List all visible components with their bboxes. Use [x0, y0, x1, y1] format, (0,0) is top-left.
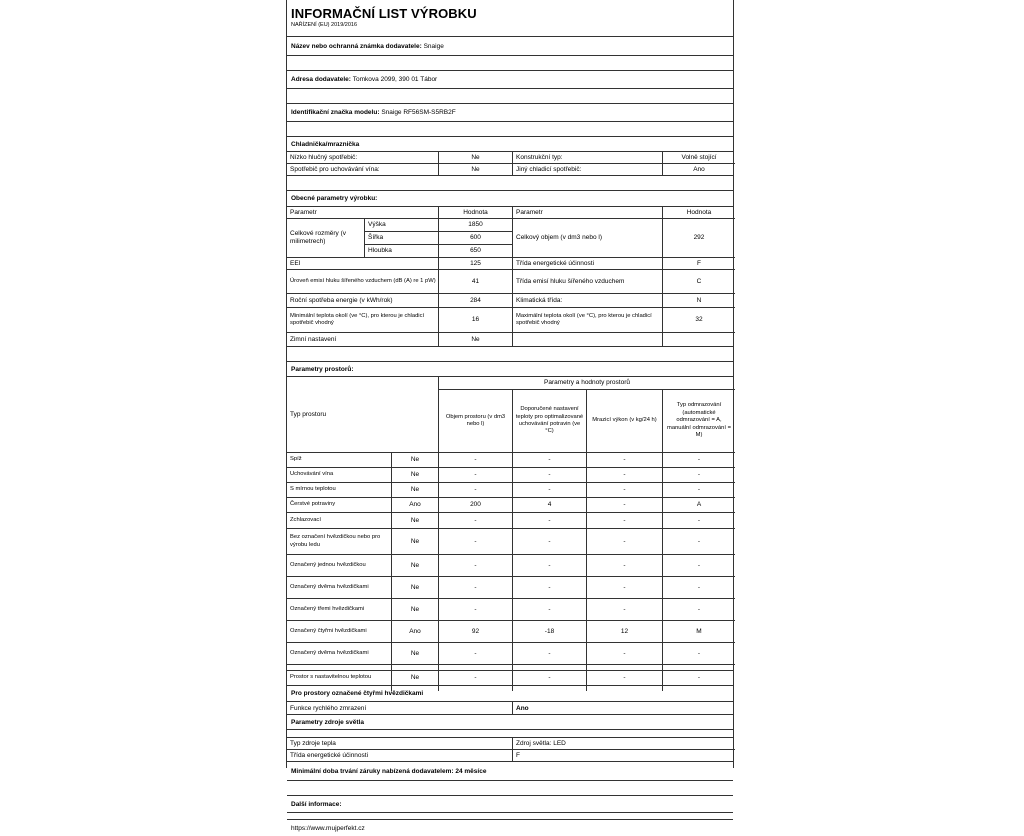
compartment-freezing-capacity: 12: [587, 621, 663, 643]
climate-class-value: N: [663, 294, 735, 308]
min-ambient-temp-label: Minimální teplota okolí (ve °C), pro kterou je chladicí spotřebič vhodný: [287, 308, 439, 333]
energy-class-label: Třída energetické účinnosti: [513, 258, 663, 270]
compartment-volume: 200: [439, 498, 513, 513]
compartment-name: Označený dvěma hvězdičkami: [287, 577, 392, 599]
compartment-name: S mírnou teplotou: [287, 483, 392, 498]
annual-energy-label: Roční spotřeba energie (v kWh/rok): [287, 294, 439, 308]
winter-setting-value: Ne: [439, 333, 513, 347]
compartment-temp: -: [513, 665, 587, 691]
fridge-section-heading: Chladnička/mraznička: [287, 137, 733, 152]
compartment-present: Ne: [392, 513, 439, 529]
spacer-row: [287, 730, 733, 738]
warranty-label: Minimální doba trvání záruky nabízená dodavatelem:: [291, 767, 454, 775]
value-column-header: Hodnota: [439, 207, 513, 219]
other-appliance-value: Ano: [693, 166, 705, 173]
spacer-row: [287, 176, 733, 191]
fast-freeze-row: [287, 702, 733, 715]
width-label: Šířka: [365, 232, 439, 245]
model-identifier-value: Snaige RF56SM-S5RB2F: [381, 109, 456, 116]
recommended-temp-header: Doporučené nastavení teploty pro optimalizované uchovávání potravin (ve °C): [513, 390, 587, 453]
compartment-temp: -: [513, 529, 587, 555]
compartment-volume: -: [439, 665, 513, 691]
spacer-row: [287, 813, 733, 820]
compartment-present: Ne: [392, 468, 439, 483]
compartment-present: Ne: [392, 453, 439, 468]
light-type-label: Typ zdroje tepla: [287, 738, 513, 750]
depth-value: 650: [439, 245, 513, 258]
width-value: 600: [439, 232, 513, 245]
compartment-temp: -: [513, 513, 587, 529]
light-type-value: Zdroj světla: LED: [513, 738, 735, 750]
spacer-row: [287, 56, 733, 71]
compartment-defrost-type: -: [697, 674, 701, 681]
compartment-freezing-capacity: -: [587, 453, 663, 468]
compartment-parameters-table: [287, 377, 733, 681]
compartment-temp: -: [513, 599, 587, 621]
eei-label: EEI: [287, 258, 439, 270]
winter-setting-label: Zimní nastavení: [287, 333, 439, 347]
height-value: 1850: [439, 219, 513, 232]
depth-label: Hloubka: [365, 245, 439, 258]
compartment-volume: -: [439, 643, 513, 665]
defrost-type-header: Typ odmrazování (automatické odmrazování = A, manuální odmrazování = M): [663, 390, 735, 453]
compartment-type-header: Typ prostoru: [287, 377, 439, 453]
low-noise-label: Nízko hlučný spotřebič:: [287, 152, 439, 164]
compartment-defrost-type: -: [663, 599, 735, 621]
compartment-temp: -18: [513, 621, 587, 643]
compartment-parameters-heading: Parametry prostorů:: [287, 362, 733, 377]
compartment-present: Ano: [392, 498, 439, 513]
compartment-freezing-capacity: -: [587, 643, 663, 665]
compartment-defrost-type: A: [663, 498, 735, 513]
compartment-freezing-capacity: -: [587, 599, 663, 621]
compartment-temp: 4: [513, 498, 587, 513]
eei-value: 125: [439, 258, 513, 270]
annual-energy-value: 284: [439, 294, 513, 308]
compartment-volume: -: [439, 555, 513, 577]
spacer-row: [287, 347, 733, 362]
compartment-defrost-type: -: [663, 577, 735, 599]
param-column-header: Parametr: [513, 207, 663, 219]
design-type-value: Volně stojící: [663, 152, 735, 164]
compartment-defrost-type: -: [663, 555, 735, 577]
supplier-address-value: Tomkova 2099, 390 01 Tábor: [352, 76, 438, 83]
empty-cell: [513, 333, 663, 347]
compartment-name: Spíž: [287, 453, 392, 468]
light-class-label: Třída energetické účinnosti: [287, 750, 513, 762]
compartment-present: Ne: [392, 643, 439, 665]
compartment-present: Ano: [392, 621, 439, 643]
general-parameters-table: [287, 207, 733, 347]
compartment-volume: 92: [439, 621, 513, 643]
warranty-value: 24 měsíce: [455, 767, 487, 775]
sheet-title: INFORMAČNÍ LIST VÝROBKU: [291, 6, 477, 21]
compartment-volume: -: [439, 599, 513, 621]
compartment-name: Označený jednou hvězdičkou: [287, 555, 392, 577]
compartment-volume: -: [439, 529, 513, 555]
max-ambient-temp-label: Maximální teplota okolí (ve °C), pro kterou je chladicí spotřebič vhodný: [513, 308, 663, 333]
compartment-volume: -: [439, 483, 513, 498]
spacer-row: [287, 122, 733, 137]
height-label: Výška: [365, 219, 439, 232]
compartment-volume: -: [439, 453, 513, 468]
additional-info-row: [287, 820, 733, 836]
compartment-present: Ne: [392, 483, 439, 498]
product-information-sheet: [286, 0, 734, 832]
compartment-temp: -: [513, 643, 587, 665]
value-column-header: Hodnota: [663, 207, 735, 219]
dimensions-label: Celkové rozměry (v milimetrech): [287, 219, 365, 258]
compartment-defrost-type: -: [663, 483, 735, 498]
compartment-name: Čerstvé potraviny: [287, 498, 392, 513]
supplier-name-row: [287, 37, 733, 56]
compartment-defrost-type: -: [663, 513, 735, 529]
freezing-capacity-header: Mrazicí výkon (v kg/24 h): [587, 390, 663, 453]
website-link[interactable]: https://www.mujperfekt.cz: [291, 824, 365, 832]
supplier-address-row: [287, 71, 733, 89]
noise-emission-value: 41: [439, 270, 513, 294]
compartment-name: Bez označení hvězdičkou nebo pro výrobu ledu: [287, 529, 392, 555]
total-volume-value: 292: [663, 219, 735, 258]
low-noise-value: Ne: [439, 152, 513, 164]
noise-class-value: C: [663, 270, 735, 294]
compartment-volume: -: [439, 468, 513, 483]
energy-class-value: F: [663, 258, 735, 270]
compartment-defrost-type: -: [663, 529, 735, 555]
other-appliance-label: Jiný chladicí spotřebič:: [513, 164, 663, 176]
compartment-freezing-capacity: -: [587, 529, 663, 555]
compartment-present: Ne: [392, 665, 439, 691]
compartment-name: Označený čtyřmi hvězdičkami: [287, 621, 392, 643]
wine-storage-label: Spotřebič pro uchovávání vína:: [287, 164, 439, 176]
compartment-volume: -: [439, 513, 513, 529]
climate-class-label: Klimatická třída:: [513, 294, 663, 308]
compartment-temp: -: [513, 577, 587, 599]
light-source-heading: Parametry zdroje světla: [287, 715, 733, 730]
min-ambient-temp-value: 16: [439, 308, 513, 333]
compartment-name: Označený třemi hvězdičkami: [287, 599, 392, 621]
spacer-row: [287, 89, 733, 104]
noise-emission-label: Úroveň emisí hluku šířeného vzduchem (dB (A) re 1 pW): [287, 270, 439, 294]
model-identifier-label: Identifikační značka modelu:: [291, 109, 380, 116]
compartment-freezing-capacity: -: [587, 555, 663, 577]
total-volume-label: Celkový objem (v dm3 nebo l): [513, 219, 663, 258]
light-source-table: [287, 738, 733, 762]
param-column-header: Parametr: [287, 207, 439, 219]
light-class-value: F: [516, 752, 520, 759]
compartment-freezing-capacity: -: [587, 468, 663, 483]
compartment-defrost-type: -: [663, 643, 735, 665]
sheet-header: [287, 0, 733, 37]
max-ambient-temp-value: 32: [663, 308, 735, 333]
compartment-name: Uchovávání vína: [287, 468, 392, 483]
compartment-volume-header: Objem prostoru (v dm3 nebo l): [439, 390, 513, 453]
fridge-parameters-table: [287, 152, 733, 176]
spacer-row: [287, 781, 733, 796]
compartment-volume: -: [439, 577, 513, 599]
compartment-freezing-capacity: -: [587, 498, 663, 513]
compartment-name: Prostor s nastavitelnou teplotou: [287, 665, 392, 691]
compartment-present: Ne: [392, 555, 439, 577]
compartment-temp: -: [513, 555, 587, 577]
compartment-name: Označený dvěma hvězdičkami: [287, 643, 392, 665]
warranty-row: [287, 762, 733, 781]
compartment-present: Ne: [392, 529, 439, 555]
fast-freeze-value: Ano: [516, 704, 529, 712]
compartment-freezing-capacity: -: [587, 577, 663, 599]
compartment-defrost-type: M: [663, 621, 735, 643]
compartment-defrost-type: -: [663, 468, 735, 483]
compartment-temp: -: [513, 468, 587, 483]
compartment-freezing-capacity: -: [587, 513, 663, 529]
compartment-present: Ne: [392, 599, 439, 621]
design-type-label: Konstrukční typ:: [513, 152, 663, 164]
supplier-name-value: Snaige: [423, 42, 444, 50]
noise-class-label: Třída emisí hluku šířeného vzduchem: [513, 270, 663, 294]
compartment-defrost-type: -: [663, 453, 735, 468]
compartment-present: Ne: [392, 577, 439, 599]
compartment-freezing-capacity: -: [587, 483, 663, 498]
model-identifier-row: [287, 104, 733, 122]
wine-storage-value: Ne: [439, 164, 513, 176]
regulation-reference: NAŘÍZENÍ (EU) 2019/2016: [291, 22, 358, 28]
compartment-temp: -: [513, 453, 587, 468]
four-star-heading: Pro prostory označené čtyřmi hvězdičkami: [287, 686, 733, 702]
general-parameters-heading: Obecné parametry výrobku:: [287, 191, 733, 207]
compartment-group-header: Parametry a hodnoty prostorů: [439, 377, 735, 390]
supplier-name-label: Název nebo ochranná známka dodavatele:: [291, 42, 422, 50]
compartment-temp: -: [513, 483, 587, 498]
additional-info-heading: Další informace:: [287, 796, 733, 813]
empty-cell: [663, 333, 735, 347]
compartment-name: Zchlazovací: [287, 513, 392, 529]
compartment-freezing-capacity: -: [587, 665, 663, 691]
fast-freeze-label: Funkce rychlého zmrazení: [287, 702, 513, 715]
supplier-address-label: Adresa dodavatele:: [291, 76, 351, 83]
